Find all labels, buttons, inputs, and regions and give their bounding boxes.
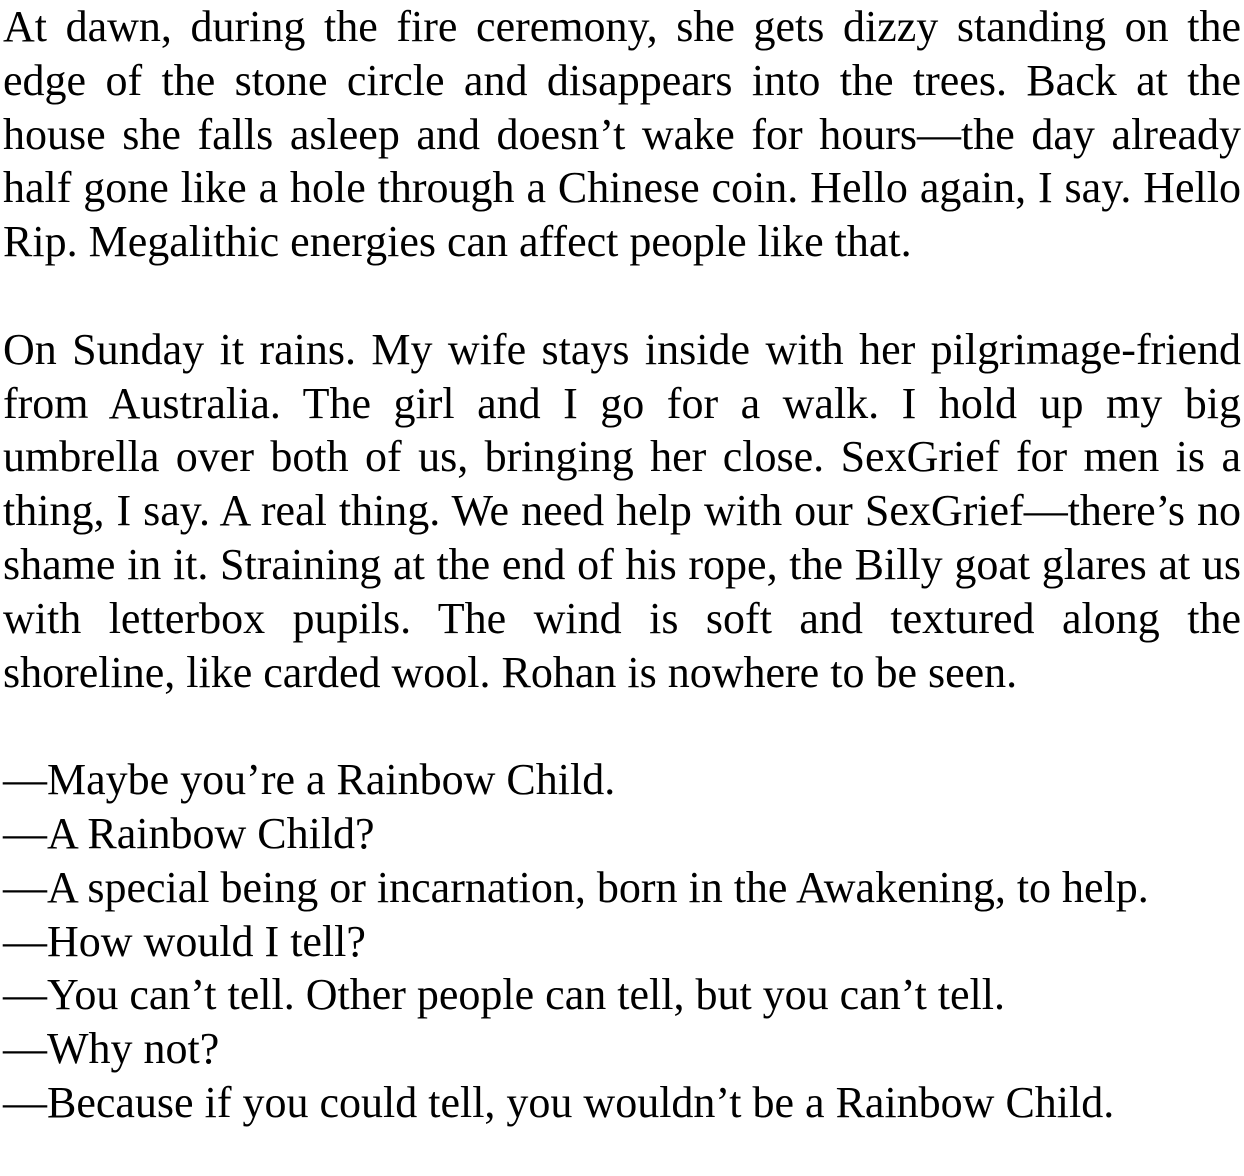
paragraph-sunday-walk: On Sunday it rains. My wife stays inside with her pilgrimage-friend from Australia. The girl and I go for a walk. I hold up my big umbrella over both of us, bringing her close. SexGrief for men is a thing, I say. A real thing. We need help with our SexGrief—there’s no shame in it. Straining at the end of his rope, the Billy goat glares at us with letterbox pupils. The wind is soft and textured along the shoreline, like carded wool. Rohan is nowhere to be seen. [3,324,1241,697]
dialogue-line: —Because if you could tell, you wouldn’t be a Rainbow Child. [3,1077,1115,1127]
dialogue-line: —How would I tell? [3,916,366,966]
dialogue-line: —A Rainbow Child? [3,808,375,858]
dialogue-line: —You can’t tell. Other people can tell, but you can’t tell. [3,970,1006,1020]
dialogue-line: —Maybe you’re a Rainbow Child. [3,755,616,805]
dialogue-block [3,753,1241,1130]
dialogue-line: —A special being or incarnation, born in the Awakening, to help. [3,862,1149,912]
dialogue-line: —Why not? [3,1024,220,1074]
paragraph-fire-ceremony: At dawn, during the fire ceremony, she gets dizzy standing on the edge of the stone circle and disappears into the trees. Back at the house she falls asleep and doesn’t wake for hours—the day already half gone like a hole through a Chinese coin. Hello again, I say. Hello Rip. Megalithic energies can affect people like that. [3,2,1241,267]
